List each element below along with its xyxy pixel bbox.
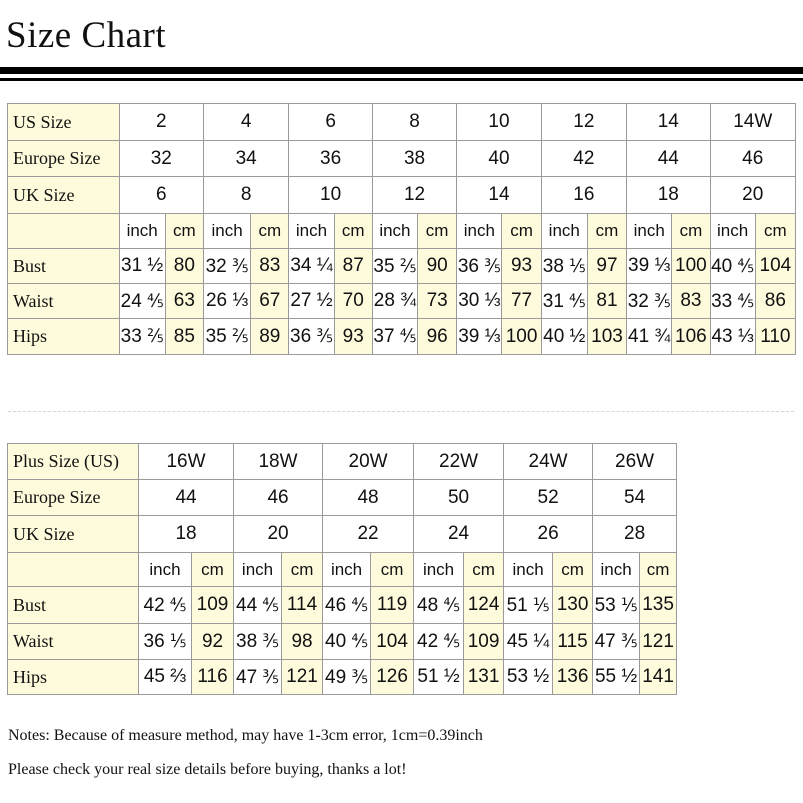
size-row xyxy=(8,444,677,480)
row-label: Plus Size (US) xyxy=(8,444,139,480)
size-value: 28 xyxy=(593,516,677,553)
cm-value: 109 xyxy=(464,624,504,660)
inch-value: 28 ¾ xyxy=(372,284,417,319)
size-value: 26 xyxy=(504,516,593,553)
title-divider-thin xyxy=(0,78,803,81)
unit-inch: inch xyxy=(414,553,464,587)
size-value: 20W xyxy=(323,444,414,480)
unit-inch: inch xyxy=(119,214,165,249)
measure-row xyxy=(8,624,677,660)
title-divider-thick xyxy=(0,67,803,74)
unit-cm: cm xyxy=(553,553,593,587)
size-value: 22W xyxy=(414,444,504,480)
inch-value: 37 ⅘ xyxy=(372,319,417,355)
inch-value: 47 ⅗ xyxy=(593,624,640,660)
inch-value: 48 ⅘ xyxy=(414,587,464,624)
cm-value: 93 xyxy=(334,319,372,355)
row-label: US Size xyxy=(8,104,120,141)
inch-value: 32 ⅗ xyxy=(203,249,250,284)
size-value: 8 xyxy=(372,104,456,141)
size-value: 12 xyxy=(372,177,456,214)
size-value: 20 xyxy=(234,516,323,553)
size-value: 10 xyxy=(289,177,372,214)
cm-value: 73 xyxy=(418,284,457,319)
size-value: 14W xyxy=(710,104,796,141)
inch-value: 44 ⅘ xyxy=(234,587,282,624)
row-label: Europe Size xyxy=(8,480,139,516)
unit-row xyxy=(8,553,677,587)
size-value: 44 xyxy=(627,141,710,177)
unit-row xyxy=(8,214,796,249)
inch-value: 35 ⅖ xyxy=(372,249,417,284)
size-value: 42 xyxy=(541,141,626,177)
inch-value: 42 ⅘ xyxy=(139,587,192,624)
cm-value: 100 xyxy=(672,249,710,284)
unit-cm: cm xyxy=(282,553,323,587)
measure-row xyxy=(8,249,796,284)
size-value: 8 xyxy=(203,177,288,214)
size-chart-table-standard xyxy=(7,103,796,355)
cm-value: 121 xyxy=(640,624,677,660)
unit-inch: inch xyxy=(289,214,334,249)
inch-value: 36 ⅗ xyxy=(457,249,502,284)
inch-value: 42 ⅘ xyxy=(414,624,464,660)
cm-value: 97 xyxy=(587,249,626,284)
unit-cm: cm xyxy=(418,214,457,249)
unit-cm: cm xyxy=(672,214,710,249)
cm-value: 63 xyxy=(165,284,203,319)
unit-inch: inch xyxy=(457,214,502,249)
inch-value: 38 ⅕ xyxy=(541,249,587,284)
size-value: 48 xyxy=(323,480,414,516)
inch-value: 41 ¾ xyxy=(627,319,672,355)
size-value: 38 xyxy=(372,141,456,177)
size-value: 18W xyxy=(234,444,323,480)
unit-inch: inch xyxy=(710,214,755,249)
measure-label: Bust xyxy=(8,587,139,624)
unit-inch: inch xyxy=(203,214,250,249)
inch-value: 36 ⅗ xyxy=(289,319,334,355)
cm-value: 83 xyxy=(672,284,710,319)
cm-value: 119 xyxy=(371,587,414,624)
size-value: 16 xyxy=(541,177,626,214)
cm-value: 135 xyxy=(640,587,677,624)
size-value: 18 xyxy=(139,516,234,553)
unit-inch: inch xyxy=(139,553,192,587)
size-value: 50 xyxy=(414,480,504,516)
size-value: 6 xyxy=(289,104,372,141)
cm-value: 89 xyxy=(251,319,289,355)
unit-cm: cm xyxy=(192,553,234,587)
cm-value: 121 xyxy=(282,660,323,695)
cm-value: 110 xyxy=(755,319,795,355)
size-value: 20 xyxy=(710,177,796,214)
measure-row xyxy=(8,319,796,355)
size-chart-table-plus xyxy=(7,443,677,695)
measure-label: Bust xyxy=(8,249,120,284)
cm-value: 114 xyxy=(282,587,323,624)
measure-row xyxy=(8,587,677,624)
measure-row xyxy=(8,284,796,319)
cm-value: 98 xyxy=(282,624,323,660)
cm-value: 87 xyxy=(334,249,372,284)
inch-value: 32 ⅗ xyxy=(627,284,672,319)
size-value: 24 xyxy=(414,516,504,553)
size-value: 18 xyxy=(627,177,710,214)
note-measure-error: Notes: Because of measure method, may have 1-3cm error, 1cm=0.39inch xyxy=(8,727,483,744)
unit-cm: cm xyxy=(587,214,626,249)
size-value: 36 xyxy=(289,141,372,177)
measure-label: Waist xyxy=(8,284,120,319)
size-value: 14 xyxy=(627,104,710,141)
inch-value: 24 ⅘ xyxy=(119,284,165,319)
size-value: 6 xyxy=(119,177,203,214)
inch-value: 33 ⅖ xyxy=(119,319,165,355)
inch-value: 49 ⅗ xyxy=(323,660,371,695)
inch-value: 31 ⅘ xyxy=(541,284,587,319)
unit-inch: inch xyxy=(504,553,553,587)
blank-cell xyxy=(8,214,120,249)
cm-value: 103 xyxy=(587,319,626,355)
cm-value: 141 xyxy=(640,660,677,695)
inch-value: 26 ⅓ xyxy=(203,284,250,319)
inch-value: 35 ⅖ xyxy=(203,319,250,355)
cm-value: 85 xyxy=(165,319,203,355)
inch-value: 55 ½ xyxy=(593,660,640,695)
size-value: 52 xyxy=(504,480,593,516)
row-label: Europe Size xyxy=(8,141,120,177)
row-label: UK Size xyxy=(8,177,120,214)
inch-value: 39 ⅓ xyxy=(457,319,502,355)
measure-row xyxy=(8,660,677,695)
unit-cm: cm xyxy=(464,553,504,587)
size-value: 34 xyxy=(203,141,288,177)
size-value: 26W xyxy=(593,444,677,480)
size-row xyxy=(8,516,677,553)
cm-value: 109 xyxy=(192,587,234,624)
inch-value: 51 ½ xyxy=(414,660,464,695)
size-value: 24W xyxy=(504,444,593,480)
cm-value: 96 xyxy=(418,319,457,355)
cm-value: 136 xyxy=(553,660,593,695)
inch-value: 51 ⅕ xyxy=(504,587,553,624)
size-value: 14 xyxy=(457,177,541,214)
size-value: 32 xyxy=(119,141,203,177)
cm-value: 77 xyxy=(502,284,541,319)
row-label: UK Size xyxy=(8,516,139,553)
size-row xyxy=(8,480,677,516)
size-value: 46 xyxy=(234,480,323,516)
cm-value: 80 xyxy=(165,249,203,284)
size-row xyxy=(8,177,796,214)
inch-value: 46 ⅘ xyxy=(323,587,371,624)
size-row xyxy=(8,104,796,141)
unit-cm: cm xyxy=(371,553,414,587)
unit-cm: cm xyxy=(165,214,203,249)
cm-value: 100 xyxy=(502,319,541,355)
size-value: 2 xyxy=(119,104,203,141)
inch-value: 47 ⅗ xyxy=(234,660,282,695)
inch-value: 39 ⅓ xyxy=(627,249,672,284)
cm-value: 86 xyxy=(755,284,795,319)
cm-value: 124 xyxy=(464,587,504,624)
page-title: Size Chart xyxy=(6,15,167,56)
inch-value: 34 ¼ xyxy=(289,249,334,284)
measure-label: Hips xyxy=(8,660,139,695)
cm-value: 83 xyxy=(251,249,289,284)
unit-inch: inch xyxy=(593,553,640,587)
cm-value: 70 xyxy=(334,284,372,319)
size-value: 22 xyxy=(323,516,414,553)
measure-label: Hips xyxy=(8,319,120,355)
inch-value: 40 ⅘ xyxy=(710,249,755,284)
unit-inch: inch xyxy=(234,553,282,587)
unit-cm: cm xyxy=(640,553,677,587)
unit-inch: inch xyxy=(323,553,371,587)
unit-cm: cm xyxy=(334,214,372,249)
cm-value: 93 xyxy=(502,249,541,284)
size-row xyxy=(8,141,796,177)
cm-value: 104 xyxy=(371,624,414,660)
size-value: 16W xyxy=(139,444,234,480)
cm-value: 92 xyxy=(192,624,234,660)
inch-value: 31 ½ xyxy=(119,249,165,284)
cm-value: 115 xyxy=(553,624,593,660)
cm-value: 106 xyxy=(672,319,710,355)
inch-value: 33 ⅘ xyxy=(710,284,755,319)
inch-value: 53 ½ xyxy=(504,660,553,695)
inch-value: 27 ½ xyxy=(289,284,334,319)
cm-value: 90 xyxy=(418,249,457,284)
cm-value: 126 xyxy=(371,660,414,695)
inch-value: 53 ⅕ xyxy=(593,587,640,624)
size-value: 12 xyxy=(541,104,626,141)
cm-value: 130 xyxy=(553,587,593,624)
section-separator xyxy=(8,411,794,412)
note-check-size: Please check your real size details before buying, thanks a lot! xyxy=(8,761,407,778)
cm-value: 104 xyxy=(755,249,795,284)
inch-value: 43 ⅓ xyxy=(710,319,755,355)
cm-value: 131 xyxy=(464,660,504,695)
cm-value: 81 xyxy=(587,284,626,319)
inch-value: 45 ¼ xyxy=(504,624,553,660)
inch-value: 40 ⅘ xyxy=(323,624,371,660)
unit-inch: inch xyxy=(372,214,417,249)
inch-value: 40 ½ xyxy=(541,319,587,355)
inch-value: 38 ⅗ xyxy=(234,624,282,660)
inch-value: 45 ⅔ xyxy=(139,660,192,695)
size-value: 40 xyxy=(457,141,541,177)
unit-cm: cm xyxy=(251,214,289,249)
cm-value: 116 xyxy=(192,660,234,695)
unit-cm: cm xyxy=(755,214,795,249)
unit-cm: cm xyxy=(502,214,541,249)
size-value: 4 xyxy=(203,104,288,141)
cm-value: 67 xyxy=(251,284,289,319)
size-value: 54 xyxy=(593,480,677,516)
size-value: 10 xyxy=(457,104,541,141)
size-value: 46 xyxy=(710,141,796,177)
unit-inch: inch xyxy=(541,214,587,249)
blank-cell xyxy=(8,553,139,587)
inch-value: 30 ⅓ xyxy=(457,284,502,319)
measure-label: Waist xyxy=(8,624,139,660)
unit-inch: inch xyxy=(627,214,672,249)
size-value: 44 xyxy=(139,480,234,516)
inch-value: 36 ⅕ xyxy=(139,624,192,660)
